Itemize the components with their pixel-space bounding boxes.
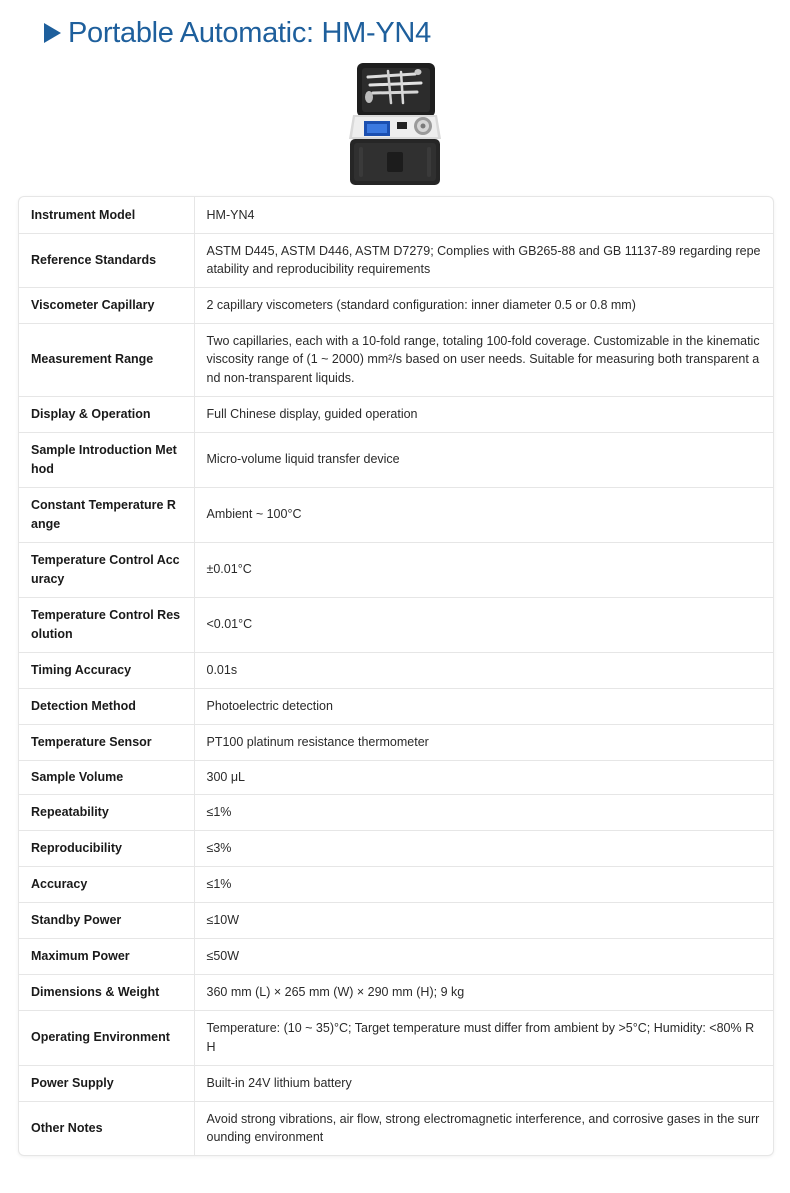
spec-value: Photoelectric detection bbox=[194, 688, 773, 724]
spec-value: ≤1% bbox=[194, 866, 773, 902]
spec-value: ASTM D445, ASTM D446, ASTM D7279; Complies with GB265-88 and GB 11137-89 regarding repeatability and reproducibility requirements bbox=[194, 233, 773, 287]
spec-value: ≤1% bbox=[194, 794, 773, 830]
spec-value: ≤50W bbox=[194, 938, 773, 974]
spec-row-reproducibility bbox=[19, 830, 773, 866]
spec-label: Sample Volume bbox=[19, 760, 194, 794]
spec-value: Avoid strong vibrations, air flow, strong electromagnetic interference, and corrosive gases in the surrounding environment bbox=[206, 1111, 760, 1145]
spec-row-measurement-range bbox=[19, 323, 773, 396]
spec-row-temperature-control-resolution bbox=[19, 597, 773, 652]
spec-row-sample-introduction bbox=[19, 432, 773, 487]
spec-label: Constant Temperature Range bbox=[19, 487, 194, 542]
spec-value: 0.01s bbox=[194, 652, 773, 688]
spec-label: Reference Standards bbox=[19, 233, 194, 287]
spec-label: Maximum Power bbox=[19, 938, 194, 974]
spec-row-repeatability bbox=[19, 794, 773, 830]
spec-value: 360 mm (L) × 265 mm (W) × 290 mm (H); 9 kg bbox=[194, 974, 773, 1010]
spec-value: ±0.01°C bbox=[194, 542, 773, 597]
spec-label: Reproducibility bbox=[19, 830, 194, 866]
spec-label: Viscometer Capillary bbox=[19, 287, 194, 323]
spec-value: HM-YN4 bbox=[194, 197, 773, 233]
spec-value: PT100 platinum resistance thermometer bbox=[194, 724, 773, 760]
spec-row-dimensions-weight bbox=[19, 974, 773, 1010]
spec-row-standby-power bbox=[19, 902, 773, 938]
spec-label: Instrument Model bbox=[19, 197, 194, 233]
spec-label: Detection Method bbox=[19, 688, 194, 724]
spec-value: ≤3% bbox=[194, 830, 773, 866]
spec-value: 2 capillary viscometers (standard configuration: inner diameter 0.5 or 0.8 mm) bbox=[194, 287, 773, 323]
spec-row-instrument-model bbox=[19, 197, 773, 233]
spec-value: Temperature: (10 ~ 35)°C; Target temperature must differ from ambient by >5°C; Humidity: <80% RH bbox=[194, 1010, 773, 1065]
spec-value: 300 μL bbox=[194, 760, 773, 794]
page-heading bbox=[44, 12, 431, 54]
spec-row-viscometer-capillary bbox=[19, 287, 773, 323]
spec-row-other-notes bbox=[19, 1101, 773, 1155]
spec-label: Other Notes bbox=[19, 1101, 194, 1155]
spec-row-accuracy bbox=[19, 866, 773, 902]
spec-label: Operating Environment bbox=[19, 1010, 194, 1065]
spec-row-constant-temperature-range bbox=[19, 487, 773, 542]
spec-label: Accuracy bbox=[19, 866, 194, 902]
spec-value: ≤10W bbox=[194, 902, 773, 938]
spec-table-container bbox=[18, 196, 774, 1156]
spec-value: Micro-volume liquid transfer device bbox=[194, 432, 773, 487]
spec-value: Full Chinese display, guided operation bbox=[194, 396, 773, 432]
spec-row-temperature-sensor bbox=[19, 724, 773, 760]
spec-label: Repeatability bbox=[19, 794, 194, 830]
spec-label: Standby Power bbox=[19, 902, 194, 938]
spec-value: Ambient ~ 100°C bbox=[194, 487, 773, 542]
spec-value: Two capillaries, each with a 10-fold range, totaling 100-fold coverage. Customizable in the kinematic viscosity range of (1 ~ 2000) mm²/s based on user needs. Suitable for measuring both transparent and non-transparent liquids. bbox=[194, 323, 773, 396]
spec-row-timing-accuracy bbox=[19, 652, 773, 688]
spec-label: Temperature Control Accuracy bbox=[19, 542, 194, 597]
spec-label: Power Supply bbox=[19, 1065, 194, 1101]
spec-row-maximum-power bbox=[19, 938, 773, 974]
spec-row-detection-method bbox=[19, 688, 773, 724]
triangle-right-icon bbox=[44, 23, 61, 43]
spec-row-temperature-control-accuracy bbox=[19, 542, 773, 597]
spec-row-display-operation bbox=[19, 396, 773, 432]
spec-label: Display & Operation bbox=[19, 396, 194, 432]
spec-label: Measurement Range bbox=[19, 323, 194, 396]
spec-label: Timing Accuracy bbox=[19, 652, 194, 688]
spec-label: Dimensions & Weight bbox=[19, 974, 194, 1010]
spec-table bbox=[19, 197, 773, 1155]
spec-value: Built-in 24V lithium battery bbox=[194, 1065, 773, 1101]
spec-row-power-supply bbox=[19, 1065, 773, 1101]
spec-row-sample-volume bbox=[19, 760, 773, 794]
page-title: Portable Automatic: HM-YN4 bbox=[68, 17, 431, 49]
spec-value: <0.01°C bbox=[194, 597, 773, 652]
spec-label: Temperature Sensor bbox=[19, 724, 194, 760]
spec-row-reference-standards bbox=[19, 233, 773, 287]
spec-label: Temperature Control Resolution bbox=[19, 597, 194, 652]
spec-label: Sample Introduction Method bbox=[19, 432, 194, 487]
spec-row-operating-environment bbox=[19, 1010, 773, 1065]
product-image bbox=[343, 59, 447, 189]
